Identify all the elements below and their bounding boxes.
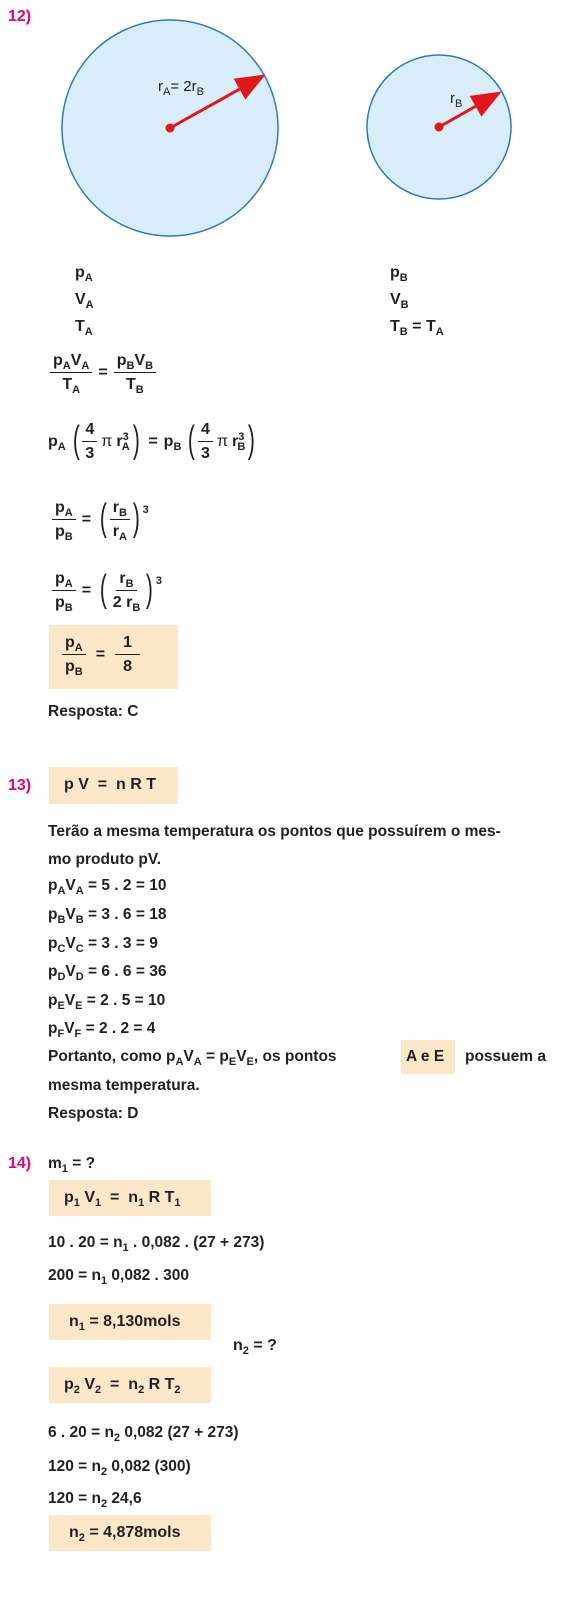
n2-unknown: $n_2$ = ? — [233, 1337, 277, 1357]
circles-diagram — [0, 0, 581, 250]
circle-b-label: $r_B$ — [450, 90, 463, 110]
question-number-14: 14) — [8, 1155, 32, 1172]
calc-line-3: 6 . $20 = n_2$ 0,082 (27 + 273) — [48, 1424, 239, 1444]
left-variables: $p_A$ $V_A$ $T_A$ — [75, 264, 94, 338]
equation-ratio-radii: $\frac{p_A}{p_B}$ = ( $\frac{r_B}{r_A}$ ) 3 — [52, 499, 149, 541]
frac-eight: 8 — [123, 658, 132, 675]
calc-line-2: $200 = n_1$ 0,082 . 300 — [48, 1267, 189, 1287]
frac-one: 1 — [115, 634, 140, 655]
eq-state2: $p_2$ $V_2 = n_2$ R $T_2$ — [64, 1376, 181, 1396]
intro-line-2: mo produto pV. — [48, 851, 162, 868]
right-variables: $p_B$ $V_B$ $T_B = T_A$ — [390, 264, 444, 338]
n1-result: $n_1$ = 8,130mols — [69, 1313, 181, 1333]
n2-result: $n_2$ = 4,878mols — [69, 1524, 181, 1544]
product-row: $p_BV_B = 3$ . 6 = 18 — [48, 906, 167, 926]
conclusion-suffix: possuem a — [465, 1048, 546, 1065]
answer-13: Resposta: D — [48, 1105, 139, 1122]
question-number-13: 13) — [8, 777, 32, 794]
intro-line-1: Terão a mesma temperatura os pontos que possuírem o mes- — [48, 823, 501, 840]
center-a-dot — [166, 124, 175, 133]
equation-volume-substitution: $p_A$ ( $\frac{4}{3}$ π $r^3_A$ ) = $p_B$ ( $\frac{4}{3}$ π $r^3_B$ ) — [48, 419, 256, 462]
calc-line-1: 10 . $20 = n_1$ . 0,082 . (27 + 273) — [48, 1234, 265, 1254]
frac-four: 4 — [82, 421, 97, 442]
product-row: $p_DV_D = 6$ . 6 = 36 — [48, 963, 167, 983]
conclusion-line-1: Portanto, como $p_AV_A = p_EV_E$, os pontos — [48, 1048, 337, 1068]
center-b-dot — [435, 123, 444, 132]
eq-state1: $p_1$ $V_1 = n_1$ R $T_1$ — [64, 1189, 181, 1209]
frac-three: 3 — [85, 445, 95, 462]
conclusion-line-2: mesma temperatura. — [48, 1077, 200, 1094]
calc-line-4: $120 = n_2$ 0,082 (300) — [48, 1458, 191, 1478]
equation-ratio-substituted: $\frac{p_A}{p_B}$ = ( $\frac{r_B}{2 r_B}$ ) 3 — [52, 570, 162, 612]
product-row: $p_AV_A = 5$ . 2 = 10 — [48, 877, 167, 897]
product-row: $p_EV_E = 2$ . 5 = 10 — [48, 992, 166, 1012]
product-row: $p_CV_C = 3$ . 3 = 9 — [48, 935, 158, 955]
calc-line-5: $120 = n_2$ 24,6 — [48, 1490, 142, 1510]
product-row: $p_FV_F = 2$ . 2 = 4 — [48, 1020, 156, 1040]
answer-12: Resposta: C — [48, 703, 139, 720]
circle-a-label: $r_A= 2r_B$ — [158, 78, 204, 98]
points-a-e: A e E — [406, 1048, 445, 1065]
equation-combined-gas-law: $\frac{p_AV_A}{T_A}$ = $\frac{p_BV_B}{T_B}$ — [50, 352, 156, 394]
question-number-12: 12) — [8, 8, 32, 25]
m1-unknown: $m_1$ = ? — [48, 1155, 96, 1175]
equation-result: $\frac{p_A}{p_B}$ = $\frac{1}{8}$ — [62, 634, 140, 676]
ideal-gas-formula: p V = n R T — [64, 776, 157, 793]
